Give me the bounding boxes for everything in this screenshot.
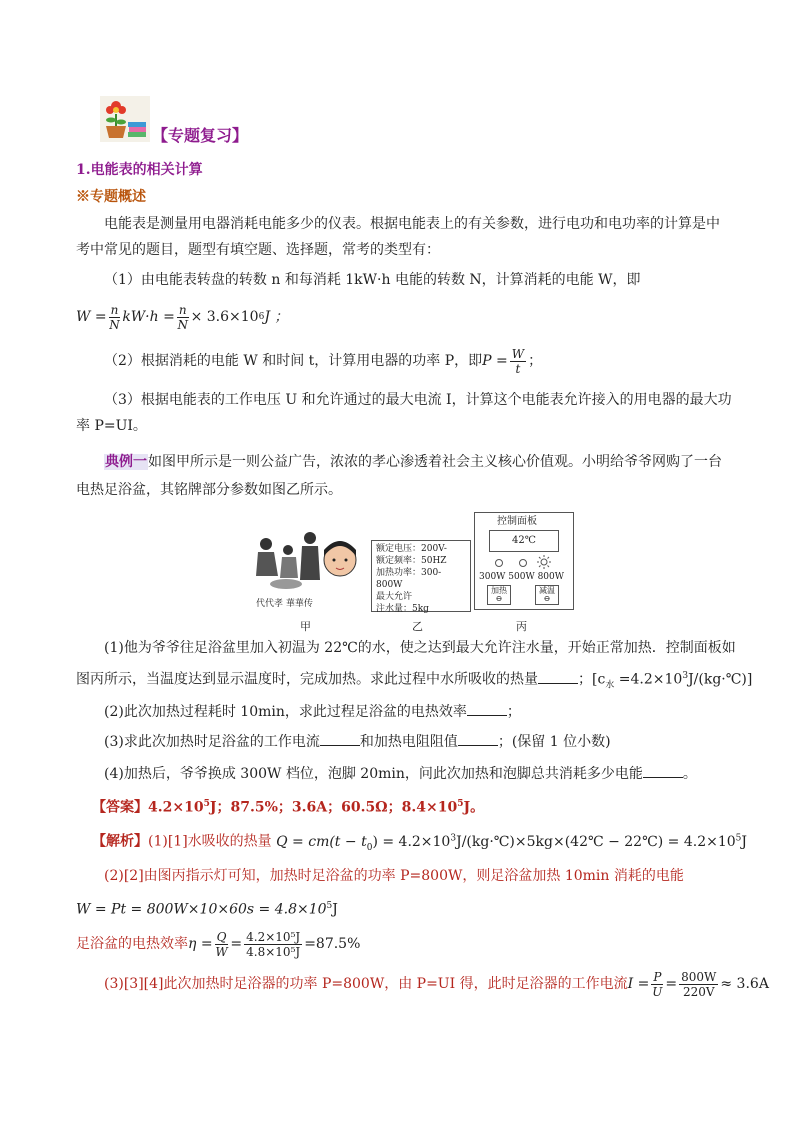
panel-power-labels: 300W 500W 800W [479, 572, 565, 582]
answer-blank [538, 671, 578, 684]
figure-yi-nameplate [371, 540, 471, 612]
figure-yi-label: 乙 [412, 620, 423, 633]
fraction-n-over-N-2: $\frac{n}{N}$ [177, 302, 188, 332]
example-line-2: 电热足浴盆，其铭牌部分参数如图乙所示。 [76, 482, 342, 498]
intro-item-1: （1）由电能表转盘的转数 n 和每消耗 1kW·h 电能的转数 N，计算消耗的电能 W，即 [104, 272, 641, 288]
example-label: 典例一 [105, 454, 147, 470]
page-title: 【专题复习】 [152, 126, 249, 145]
intro-line-1: 电能表是测量用电器消耗电能多少的仪表。根据电能表上的有关参数，进行电功和电功率的计算是中 [104, 216, 720, 232]
flower-pot-icon [100, 96, 150, 142]
fraction-W-over-t: $\frac{W}{t}$ [511, 346, 525, 376]
analysis-label: 【解析】 [92, 833, 148, 850]
figure-bing-control-panel [474, 512, 574, 610]
intro-line-2: 考中常见的题目，题型有填空题、选择题，常考的类型有： [76, 242, 440, 258]
answer-blank [320, 733, 360, 746]
cool-button[interactable]: 减温 ⊖ [535, 585, 559, 605]
fraction-current: $\frac{800W}{220V}$ [681, 969, 717, 999]
answer-blank [458, 733, 498, 746]
section-heading: 1.电能表的相关计算 [76, 162, 203, 178]
heat-button-symbol: ⊖ [495, 594, 503, 603]
panel-display: 42℃ [489, 530, 559, 552]
fraction-Q-over-W: $\frac{Q}{W}$ [215, 929, 228, 959]
heat-button[interactable]: 加热 ⊖ [487, 585, 511, 605]
example-line-1: 典例一如图甲所示是一则公益广告，浓浓的孝心渗透着社会主义核心价值观。小明给爷爷网购了一台 [105, 454, 722, 470]
nameplate-line: 最大允许 [376, 592, 413, 602]
cool-button-symbol: ⊖ [543, 594, 551, 603]
question-2: (2)此次加热过程耗时 10min，求此过程足浴盆的电热效率 ； [104, 704, 521, 720]
figure-bing-label: 丙 [516, 620, 527, 633]
figure-jia-image-caption: 代代孝 華華传 [256, 599, 313, 609]
analysis-line-3: $W = Pt = 800W\times 10\times 60s = 4.8\times 10^5J$ [76, 901, 338, 918]
analysis-line-1: 【解析】(1)[1]水吸收的热量 $Q = cm(t - t_0)$ = $4.2\times 10^3J/(kg\cdot℃)\times 5kg\times(42℃$ − 22℃) = $4.2\times 10^5J$ [92, 833, 748, 853]
indicator-light-300w [495, 559, 503, 567]
fraction-n-over-N: $\frac{n}{N}$ [109, 302, 120, 332]
intro-item-3-line-1: （3）根据电能表的工作电压 U 和允许通过的最大电流 I，计算这个电能表允许接入的用电器的最大功 [104, 392, 732, 408]
analysis-line-2: (2)[2]由图丙指示灯可知，加热时足浴盆的功率 P=800W，则足浴盆加热 10min 消耗的电能 [104, 868, 684, 884]
answer-blank [643, 765, 683, 778]
question-1-line-1: (1)他为爷爷往足浴盆里加入初温为 22℃的水，使之达到最大允许注水量，开始正常加热．控制面板如 [104, 640, 736, 656]
analysis-line-5: (3)[3][4]此次加热时足浴器的功率 P=800W，由 P=UI 得，此时足浴器的工作电流 I = $\frac{P}{U}$ = $\frac{800W}{220V}$ ≈ 3.6A [104, 969, 769, 999]
nameplate-line: 额定电压：200V- [376, 544, 447, 554]
answer-blank [467, 703, 507, 716]
section-subheading: ※专题概述 [76, 189, 146, 205]
panel-title: 控制面板 [497, 516, 537, 527]
intro-item-3-line-2: 率 P=UI。 [76, 418, 147, 434]
analysis-line-4: 足浴盆的电热效率 η = $\frac{Q}{W}$ = $\frac{\text{4.2×10⁵J}}{\text{4.8×10⁵J}}$ =87.5% [76, 929, 361, 959]
question-1-line-2: 图丙所示，当温度达到显示温度时，完成加热。求此过程中水所吸收的热量 ；[$c_水$ $=4.2\times 10^3J/(kg\cdot℃)$] [76, 671, 753, 691]
answer-line: 【答案】$4.2\times 10^5J$；87.5%；3.6A；60.5Ω；$8.4\times 10^5J$。 [92, 799, 485, 816]
intro-item-2: （2）根据消耗的电能 W 和时间 t，计算用电器的功率 P，即 P = $\frac{W}{t}$ ； [104, 346, 543, 376]
fraction-efficiency: $\frac{\text{4.2×10⁵J}}{\text{4.8×10⁵J}}$ [246, 929, 301, 959]
fraction-P-over-U: $\frac{P}{U}$ [652, 969, 663, 999]
indicator-light-500w [519, 559, 527, 567]
intro-item-1-formula: W = $\frac{n}{N}$ kW·h = $\frac{n}{N}$ × 3.6×10 6 J ； [76, 302, 289, 332]
question-3: (3)求此次加热时足浴盆的工作电流 和加热电阻阻值 ；(保留 1 位小数) [104, 734, 611, 750]
indicator-light-800w-lit [537, 555, 551, 569]
figure-jia-label: 甲 [300, 620, 311, 633]
nameplate-line: 加热功率：300-800W [376, 568, 442, 590]
nameplate-line: 注水量：5kg [376, 604, 429, 614]
nameplate-line: 额定频率：50HZ [376, 556, 447, 566]
question-4: (4)加热后，爷爷换成 300W 档位，泡脚 20min，问此次加热和泡脚总共消耗多少电能 。 [104, 766, 697, 782]
answer-label: 【答案】 [92, 799, 148, 816]
